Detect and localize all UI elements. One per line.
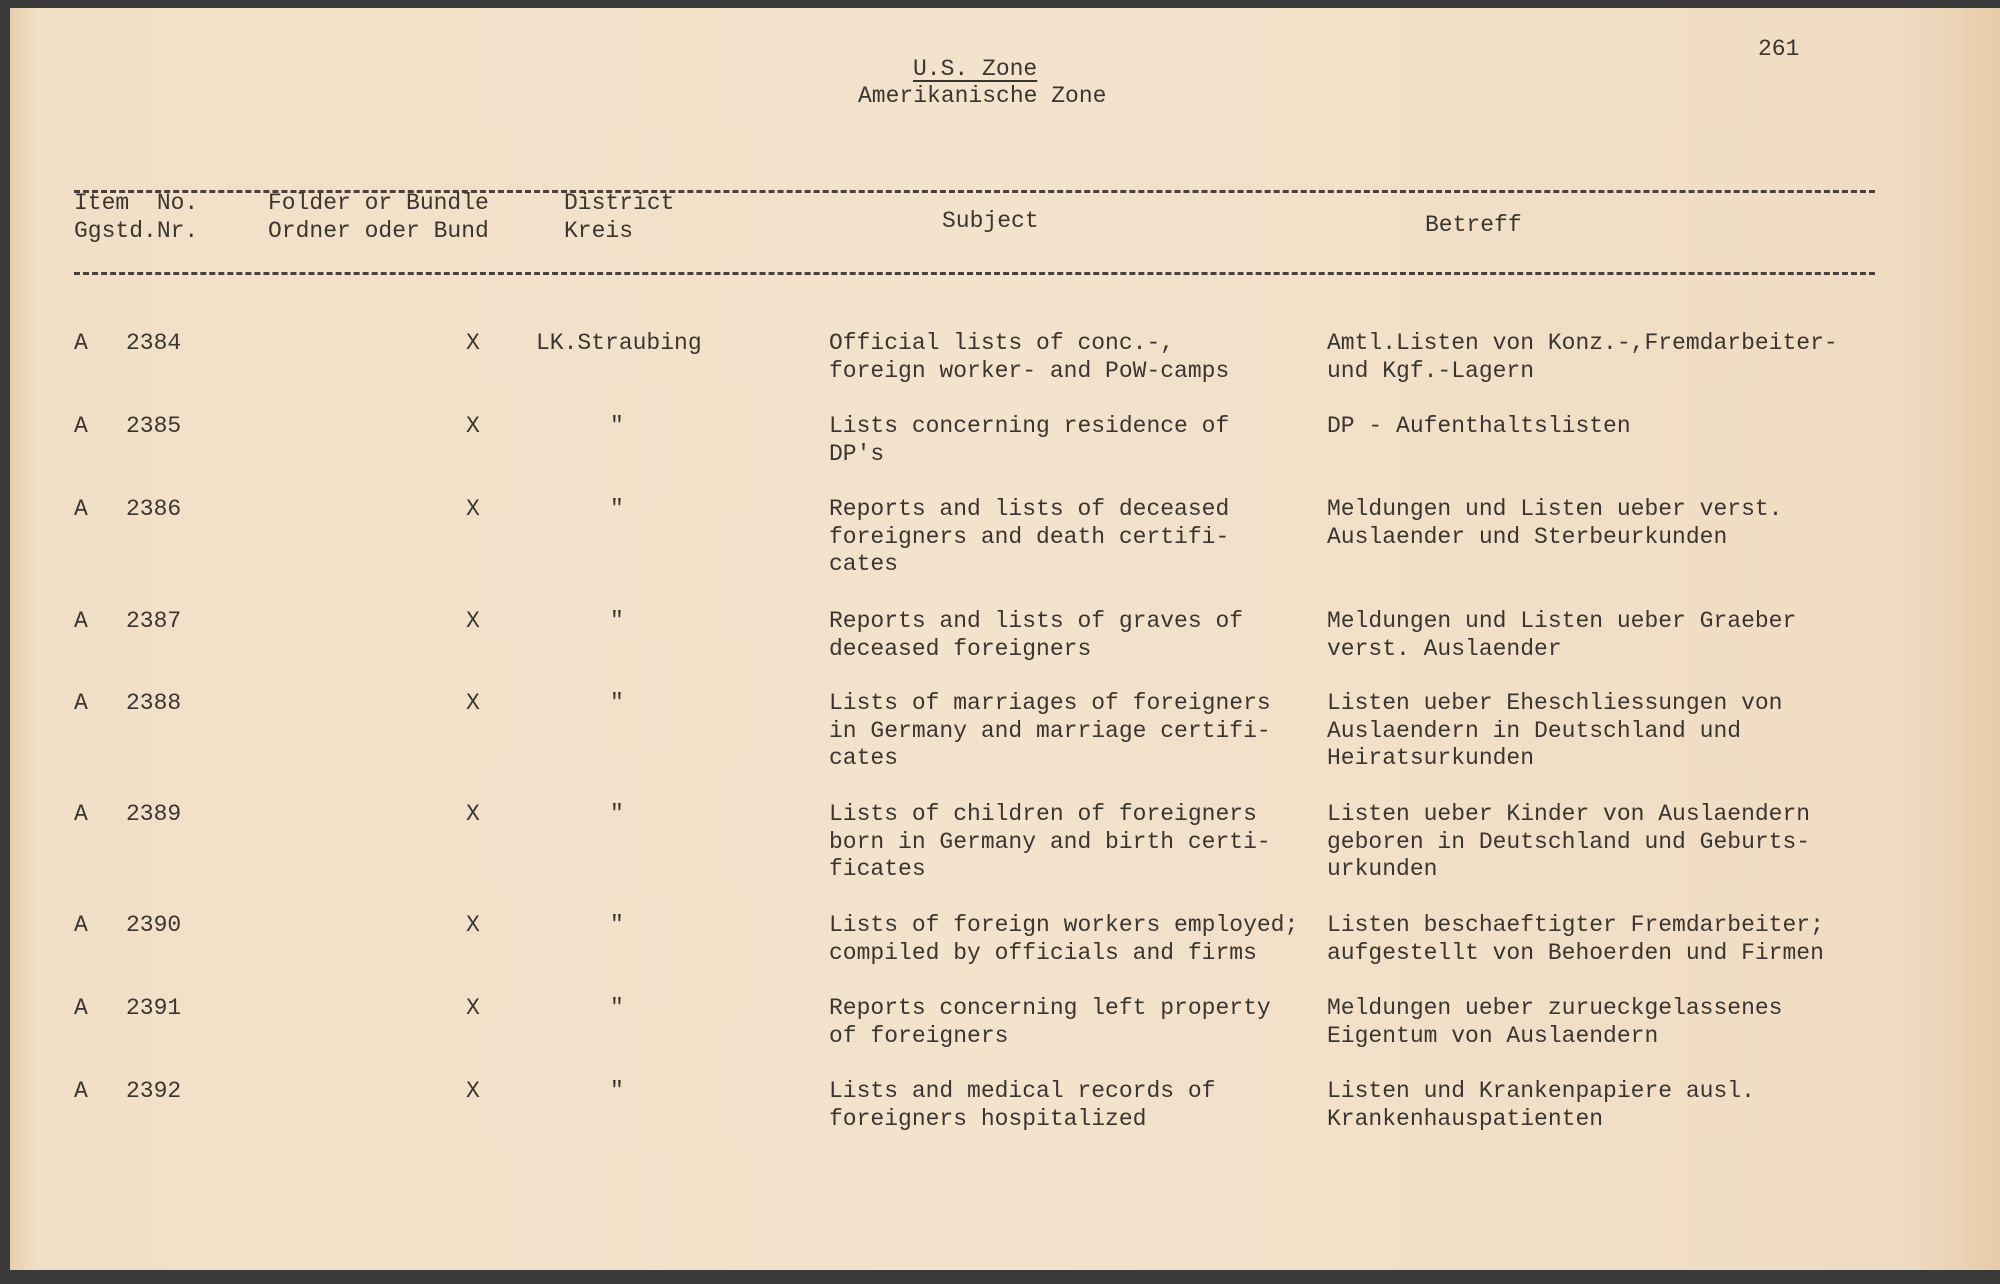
item-prefix: A — [74, 608, 88, 634]
item-number: 2392 — [126, 1078, 182, 1104]
district: " — [610, 496, 624, 522]
betreff: Listen und Krankenpapiere ausl. Krankenhauspatienten — [1327, 1078, 1755, 1132]
betreff: DP - Aufenthaltslisten — [1327, 413, 1631, 439]
folder-mark: X — [466, 1078, 480, 1104]
folder-mark: X — [466, 330, 480, 356]
item-number: 2389 — [126, 801, 182, 827]
header-betreff: Betreff — [1425, 212, 1522, 238]
folder-mark: X — [466, 995, 480, 1021]
district: " — [610, 413, 624, 439]
betreff: Amtl.Listen von Konz.-,Fremdarbeiter- und Kgf.-Lagern — [1327, 330, 1838, 384]
district: " — [610, 1078, 624, 1104]
subject: Reports and lists of deceased foreigners and death certifi- cates — [829, 496, 1230, 577]
item-number: 2384 — [126, 330, 182, 356]
page-subtitle: Amerikanische Zone — [858, 83, 1107, 109]
item-prefix: A — [74, 1078, 88, 1104]
district: " — [610, 690, 624, 716]
item-prefix: A — [74, 995, 88, 1021]
subject: Lists concerning residence of DP's — [829, 413, 1230, 467]
subject: Official lists of conc.-, foreign worker- and PoW-camps — [829, 330, 1230, 384]
betreff: Meldungen und Listen ueber Graeber verst. Auslaender — [1327, 608, 1797, 662]
item-prefix: A — [74, 690, 88, 716]
folder-mark: X — [466, 608, 480, 634]
header-folder-de: Ordner oder Bund — [268, 218, 489, 244]
item-prefix: A — [74, 496, 88, 522]
betreff: Meldungen und Listen ueber verst. Auslaender und Sterbeurkunden — [1327, 496, 1783, 550]
subject: Lists of children of foreigners born in Germany and birth certi- ficates — [829, 801, 1271, 882]
page-title: U.S. Zone — [913, 56, 1038, 82]
district: " — [610, 801, 624, 827]
district: " — [610, 912, 624, 938]
subject: Lists and medical records of foreigners hospitalized — [829, 1078, 1216, 1132]
folder-mark: X — [466, 912, 480, 938]
betreff: Listen beschaeftigter Fremdarbeiter; aufgestellt von Behoerden und Firmen — [1327, 912, 1824, 966]
item-number: 2385 — [126, 413, 182, 439]
item-prefix: A — [74, 330, 88, 356]
folder-mark: X — [466, 690, 480, 716]
district: " — [610, 608, 624, 634]
item-prefix: A — [74, 912, 88, 938]
divider-header — [74, 272, 1875, 275]
betreff: Meldungen ueber zurueckgelassenes Eigentum von Auslaendern — [1327, 995, 1783, 1049]
folder-mark: X — [466, 413, 480, 439]
subject: Lists of foreign workers employed; compiled by officials and firms — [829, 912, 1299, 966]
item-prefix: A — [74, 801, 88, 827]
item-number: 2391 — [126, 995, 182, 1021]
header-item-de: Ggstd.Nr. — [74, 218, 199, 244]
item-number: 2390 — [126, 912, 182, 938]
subject: Reports concerning left property of foreigners — [829, 995, 1271, 1049]
header-district-en: District — [564, 190, 675, 216]
subject: Lists of marriages of foreigners in Germany and marriage certifi- cates — [829, 690, 1271, 771]
district: LK.Straubing — [536, 330, 702, 356]
district: " — [610, 995, 624, 1021]
betreff: Listen ueber Eheschliessungen von Auslaendern in Deutschland und Heiratsurkunden — [1327, 690, 1783, 771]
subject: Reports and lists of graves of deceased foreigners — [829, 608, 1244, 662]
betreff: Listen ueber Kinder von Auslaendern geboren in Deutschland und Geburts- urkunden — [1327, 801, 1811, 882]
header-district-de: Kreis — [564, 218, 634, 244]
header-folder-en: Folder or Bundle — [268, 190, 489, 216]
folder-mark: X — [466, 496, 480, 522]
header-subject: Subject — [942, 208, 1039, 234]
folder-mark: X — [466, 801, 480, 827]
item-prefix: A — [74, 413, 88, 439]
item-number: 2386 — [126, 496, 182, 522]
header-item-en: Item No. — [74, 190, 199, 216]
item-number: 2387 — [126, 608, 182, 634]
item-number: 2388 — [126, 690, 182, 716]
page-number: 261 — [1758, 36, 1800, 62]
